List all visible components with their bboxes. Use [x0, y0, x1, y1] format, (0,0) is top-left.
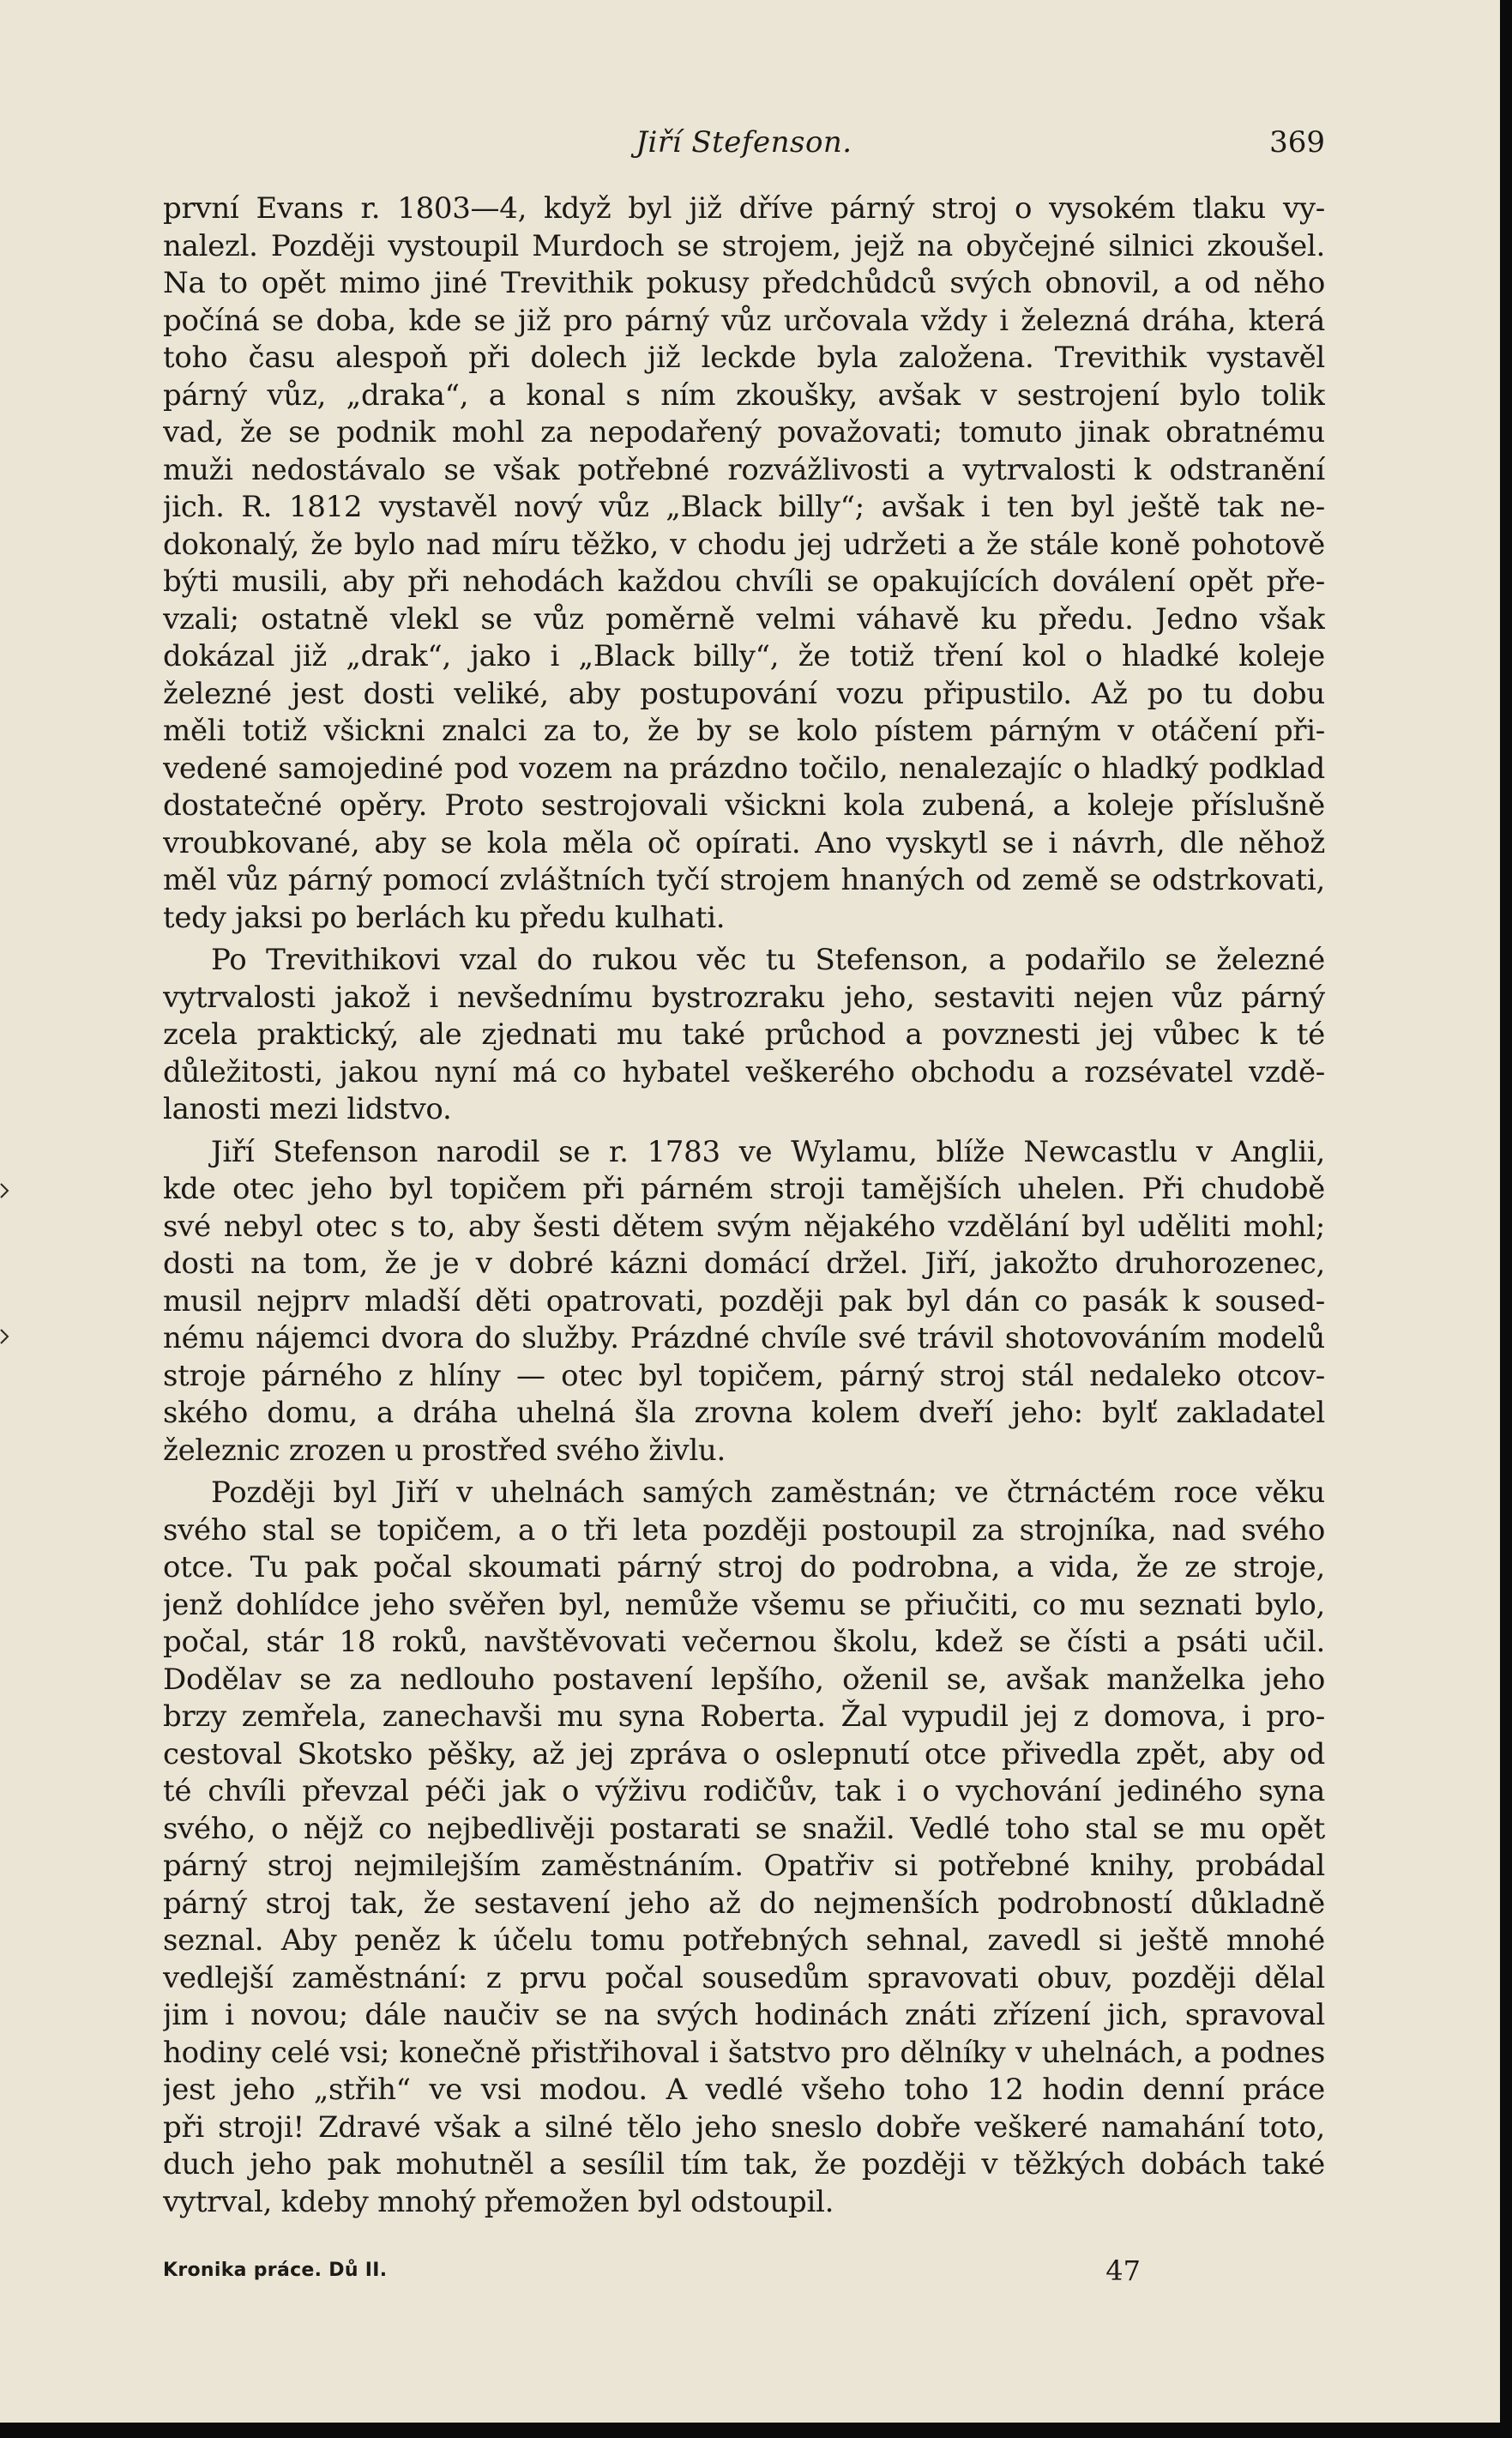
- text-line: jich. R. 1812 vystavěl nový vůz „Black billy“; avšak i ten byl ještě tak ne-: [163, 490, 1325, 524]
- text-line: toho času alespoň při dolech již leckde byla založena. Trevithik vystavěl: [163, 341, 1325, 375]
- text-line: vad, že se podnik mohl za nepodařený považovati; tomuto jinak obratnému: [163, 415, 1325, 450]
- page-number: 369: [1269, 125, 1325, 160]
- text-line: počal, stár 18 roků, navštěvovati večernou školu, kdež se čísti a psáti učil.: [163, 1625, 1325, 1659]
- text-line: Na to opět mimo jiné Trevithik pokusy předchůdců svých obnovil, a od něho: [163, 266, 1325, 300]
- text-line: při stroji! Zdravé však a silné tělo jeho sneslo dobře veškeré namahání toto,: [163, 2109, 1325, 2145]
- text-line: jenž dohlídce jeho svěřen byl, nemůže všemu se přiučiti, co mu seznati bylo,: [163, 1587, 1325, 1622]
- text-line: počíná se doba, kde se již pro párný vůz určovala vždy i železná dráha, která: [163, 303, 1325, 338]
- text-line: nalezl. Později vystoupil Murdoch se strojem, jejž na obyčejné silnici zkoušel.: [163, 228, 1325, 263]
- text-line: železnic zrozen u prostřed svého živlu.: [163, 1433, 726, 1468]
- text-line: měli totiž všickni znalci za to, že by se kolo pístem párným v otáčení při-: [163, 714, 1325, 748]
- text-line: svého, o nějž co nejbedlivěji postarati se snažil. Vedlé toho stal se mu opět: [163, 1811, 1325, 1846]
- text-line: Po Trevithikovi vzal do rukou věc tu Stefenson, a podařilo se železné: [211, 943, 1325, 977]
- text-line: otce. Tu pak počal skoumati párný stroj do podrobna, a vida, že ze stroje,: [163, 1550, 1325, 1584]
- text-line: lanosti mezi lidstvo.: [163, 1092, 452, 1126]
- margin-caret-mark: [0, 1326, 10, 1347]
- sheet-number: 47: [1105, 2254, 1141, 2287]
- running-title: Jiří Stefenson.: [636, 125, 852, 160]
- text-line: párný stroj nejmilejším zaměstnáním. Opatřiv si potřebné knihy, probádal: [163, 1849, 1325, 1883]
- text-line: musil nejprv mladší děti opatrovati, později pak byl dán co pasák k soused-: [163, 1283, 1325, 1319]
- text-line: vytrvalosti jakož i nevšednímu bystrozraku jeho, sestaviti nejen vůz párný: [163, 980, 1325, 1015]
- printer-signature: Kronika práce. Dů II.: [163, 2260, 388, 2281]
- text-line: své nebyl otec s to, aby šesti dětem svým nějakého vzdělání byl uděliti mohl;: [163, 1209, 1325, 1244]
- text-line: párný stroj tak, že sestavení jeho až do nejmenších podrobností důkladně: [163, 1886, 1325, 1921]
- text-line: nému nájemci dvora do služby. Prázdné chvíle své trávil shotovováním modelů: [163, 1321, 1325, 1355]
- text-line: párný vůz, „draka“, a konal s ním zkoušky, avšak v sestrojení bylo tolik: [163, 377, 1325, 413]
- text-line: Jiří Stefenson narodil se r. 1783 ve Wylamu, blíže Newcastlu v Anglii,: [211, 1134, 1325, 1169]
- text-line: hodiny celé vsi; konečně přistřihoval i šatstvo pro dělníky v uhelnách, a podnes: [163, 2035, 1325, 2070]
- text-line: vedené samojediné pod vozem na prázdno točilo, nenalezajíc o hladký podklad: [163, 751, 1325, 786]
- text-line: Dodělav se za nedlouho postavení lepšího, oženil se, avšak manželka jeho: [163, 1662, 1325, 1697]
- text-line: cestoval Skotsko pěšky, až jej zpráva o oslepnutí otce přivedla zpět, aby od: [163, 1736, 1325, 1771]
- text-line: duch jeho pak mohutněl a sesílil tím tak, že později v těžkých dobách také: [163, 2147, 1325, 2182]
- text-line: stroje párného z hlíny — otec byl topičem, párný stroj stál nedaleko otcov-: [163, 1358, 1325, 1393]
- text-line: dokázal již „drak“, jako i „Black billy“, že totiž tření kol o hladké koleje: [163, 639, 1325, 673]
- text-line: jest jeho „střih“ ve vsi modou. A vedlé všeho toho 12 hodin denní práce: [163, 2073, 1325, 2107]
- text-line: vroubkované, aby se kola měla oč opírati. Ano vyskytl se i návrh, dle něhož: [163, 825, 1325, 860]
- text-line: tedy jaksi po berlách ku předu kulhati.: [163, 900, 726, 935]
- text-line: brzy zemřela, zanechavši mu syna Roberta. Žal vypudil jej z domova, i pro-: [163, 1699, 1325, 1734]
- text-line: vytrval, kdeby mnohý přemožen byl odstoupil.: [163, 2184, 834, 2219]
- text-line: dokonalý, že bylo nad míru těžko, v chodu jej udržeti a že stále koně pohotově: [163, 527, 1325, 562]
- scan-edge-right: [1500, 0, 1512, 2438]
- text-line: dostatečné opěry. Proto sestrojovali všickni kola zubená, a koleje příslušně: [163, 788, 1325, 823]
- text-line: kde otec jeho byl topičem při párném stroji tamějších uhelen. Při chudobě: [163, 1172, 1325, 1206]
- text-line: měl vůz párný pomocí zvláštních tyčí strojem hnaných od země se odstrkovati,: [163, 863, 1325, 897]
- text-line: jim i novou; dále naučiv se na svých hodinách znáti zřízení jich, spravoval: [163, 1998, 1325, 2032]
- text-line: býti musili, aby při nehodách každou chvíli se opakujících doválení opět pře-: [163, 564, 1325, 599]
- text-line: první Evans r. 1803—4, když byl již dříve párný stroj o vysokém tlaku vy-: [163, 191, 1325, 226]
- text-line: dosti na tom, že je v dobré kázni domácí držel. Jiří, jakožto druhorozenec,: [163, 1246, 1325, 1281]
- running-head: [163, 117, 1325, 168]
- text-line: svého stal se topičem, a o tři leta později postoupil za strojníka, nad svého: [163, 1512, 1325, 1548]
- text-line: vedlejší zaměstnání: z prvu počal sousedům spravovati obuv, později dělal: [163, 1960, 1325, 1995]
- scan-edge-bottom: [0, 2423, 1512, 2438]
- margin-caret-mark: [0, 1180, 10, 1201]
- text-line: muži nedostávalo se však potřebné rozvážlivosti a vytrvalosti k odstranění: [163, 452, 1325, 487]
- text-line: vzali; ostatně vlekl se vůz poměrně velmi váhavě ku předu. Jedno však: [163, 601, 1325, 637]
- text-line: Později byl Jiří v uhelnách samých zaměstnán; ve čtrnáctém roce věku: [211, 1475, 1325, 1510]
- text-line: ského domu, a dráha uhelná šla zrovna kolem dveří jeho: bylť zakladatel: [163, 1396, 1325, 1430]
- text-line: důležitosti, jakou nyní má co hybatel veškerého obchodu a rozsévatel vzdě-: [163, 1054, 1325, 1089]
- page-footer: [163, 2249, 1141, 2292]
- body-text: [163, 190, 1325, 2221]
- text-line: té chvíli převzal péči jak o výživu rodičův, tak i o vychování jediného syna: [163, 1774, 1325, 1808]
- text-line: seznal. Aby peněz k účelu tomu potřebných sehnal, zavedl si ještě mnohé: [163, 1923, 1325, 1958]
- text-line: železné jest dosti veliké, aby postupování vozu připustilo. Až po tu dobu: [163, 676, 1325, 711]
- text-line: zcela praktický, ale zjednati mu také průchod a povznesti jej vůbec k té: [163, 1017, 1325, 1052]
